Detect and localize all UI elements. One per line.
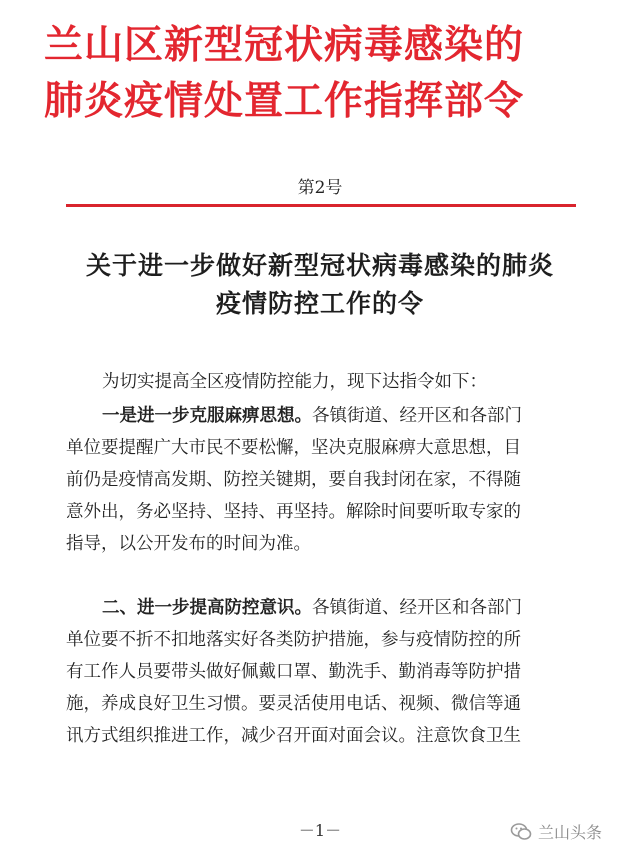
- section-1-paragraph: [66, 400, 586, 560]
- section-2-line-1: [66, 592, 586, 624]
- masthead-line-2: 肺炎疫情处置工作指挥部令: [44, 78, 525, 124]
- section-2-lead: 二、进一步提高防控意识。: [102, 598, 312, 618]
- red-divider: [66, 204, 576, 207]
- section-1-line-2: 单位要提醒广大市民不要松懈，坚决克服麻痹大意思想，目: [66, 438, 521, 458]
- title-line-2: 疫情防控工作的令: [215, 289, 424, 318]
- page-number: －1－: [298, 821, 342, 840]
- section-1-line-1: [66, 400, 586, 432]
- section-2-line-3: 有工作人员要带头做好佩戴口罩、勤洗手、勤消毒等防护措: [66, 662, 521, 682]
- section-2-line-4: 施，养成良好卫生习惯。要灵活使用电话、视频、微信等通: [66, 694, 521, 714]
- intro-paragraph: 为切实提高全区疫情防控能力，现下达指令如下：: [102, 372, 487, 392]
- section-2-paragraph: [66, 592, 586, 752]
- section-1-line-5: 指导，以公开发布的时间为准。: [66, 534, 311, 554]
- section-2-line-2: 单位要不折不扣地落实好各类防护措施，参与疫情防控的所: [66, 630, 521, 650]
- section-1-lead: 一是进一步克服麻痹思想。: [102, 406, 312, 426]
- watermark-text: 兰山头条: [538, 823, 603, 842]
- document-number: 第2号: [297, 178, 343, 198]
- masthead-line-1: 兰山区新型冠状病毒感染的: [44, 22, 525, 68]
- section-2-line-5: 讯方式组织推进工作，减少召开面对面会议。注意饮食卫生: [66, 726, 521, 746]
- section-2-text-1: 各镇街道、经开区和各部门: [312, 598, 522, 618]
- section-1-line-4: 意外出，务必坚持、坚持、再坚持。解除时间要听取专家的: [66, 502, 521, 522]
- section-1-text-1: 各镇街道、经开区和各部门: [312, 406, 522, 426]
- wechat-watermark: [510, 820, 602, 843]
- wechat-icon: [510, 822, 532, 842]
- title-line-1: 关于进一步做好新型冠状病毒感染的肺炎: [85, 251, 554, 280]
- section-1-line-3: 前仍是疫情高发期、防控关键期，要自我封闭在家，不得随: [66, 470, 521, 490]
